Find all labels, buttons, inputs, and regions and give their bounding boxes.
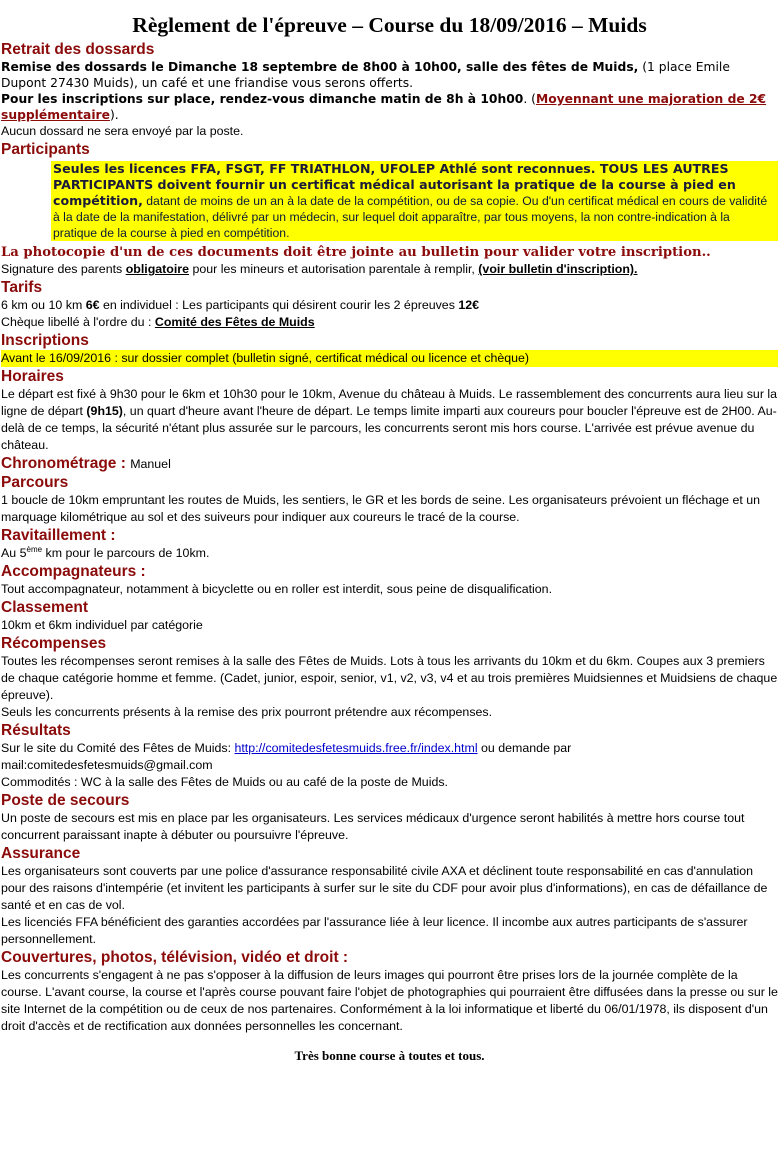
signature-pre: Signature des parents bbox=[1, 262, 126, 276]
chrono-value: Manuel bbox=[130, 457, 171, 471]
tarifs-line2 bbox=[1, 314, 778, 331]
tarifs-price-double: 12€ bbox=[458, 298, 480, 312]
tarifs-line2-pre: Chèque libellé à l'ordre du : bbox=[1, 315, 155, 329]
heading-secours: Poste de secours bbox=[1, 792, 130, 809]
heading-chrono: Chronométrage : bbox=[1, 455, 131, 472]
horaires-text bbox=[1, 386, 778, 454]
heading-classement: Classement bbox=[1, 599, 89, 616]
ravito-text bbox=[1, 545, 778, 562]
horaires-text-a: Le départ est fixé à 9h30 pour le 6km et 10h30 pour le 10km, Avenue du château à Muids. Le rassemblement des concurrents aura lieu sur la ligne de départ bbox=[1, 387, 778, 418]
resultats-post: ou demande par bbox=[477, 741, 572, 755]
retrait-majoration: Moyennant une majoration de 2€ supplémentaire bbox=[1, 92, 767, 122]
signature-mid: pour les mineurs et autorisation parentale à remplir, bbox=[189, 262, 479, 276]
page-title: Règlement de l'épreuve – Course du 18/09/2016 – Muids bbox=[132, 13, 647, 37]
recompenses-text2: Seuls les concurrents présents à la remise des prix pourront prétendre aux récompenses. bbox=[1, 705, 493, 719]
inscriptions-text: Avant le 16/09/2016 : sur dossier complet (bulletin signé, certificat médical ou licence et chèque) bbox=[1, 350, 778, 367]
closing-message: Très bonne course à toutes et tous. bbox=[294, 1048, 485, 1063]
retrait-line3: Aucun dossard ne sera envoyé par la poste. bbox=[1, 124, 244, 138]
signature-obligatoire: obligatoire bbox=[125, 262, 190, 276]
tarifs-comite: Comité des Fêtes de Muids bbox=[154, 315, 315, 329]
heading-inscriptions: Inscriptions bbox=[1, 332, 89, 349]
assurance-text1: Les organisateurs sont couverts par une police d'assurance responsabilité civile AXA et déclinent toute responsabilité en cas d'annulation pour des raisons d'intempérie (et invitent les participants à surfer sur le site du CDF pour avoir plus d'informations), en cas de défaillance de santé et en cas de vol. bbox=[1, 864, 768, 912]
resultats-line bbox=[1, 740, 778, 757]
heading-tarifs: Tarifs bbox=[1, 279, 43, 296]
participants-box-small: datant de moins de un an à la date de la compétition, ou de sa copie. Ou d'un certificat médical en cours de validité à la date de la manifestation, délivré par un médecin, sur lequel doit apparaître, par tous moyens, la non contre-indication à la pratique de la course à pied en compétition. bbox=[53, 194, 768, 240]
ravito-text-a: Au 5 bbox=[1, 546, 27, 560]
retrait-line2-pre: . ( bbox=[523, 92, 536, 106]
participants-box-bold: Seules les licences FFA, FSGT, FF TRIATHLON, UFOLEP Athlé sont reconnues. TOUS LES AUTRES PARTICIPANTS doivent fournir un certificat médical autorisant la pratique de la course à pied en compétition, bbox=[53, 161, 736, 208]
heading-ravitaillement: Ravitaillement : bbox=[1, 527, 116, 544]
retrait-line1-rest: (1 place Emile Dupont 27430 Muids), un café et une friandise vous serons offerts. bbox=[1, 60, 730, 90]
accomp-text: Tout accompagnateur, notamment à bicyclette ou en roller est interdit, sous peine de disqualification. bbox=[1, 582, 553, 596]
heading-parcours: Parcours bbox=[1, 474, 69, 491]
recompenses-text1: Toutes les récompenses seront remises à la salle des Fêtes de Muids. Lots à tous les arrivants du 10km et du 6km. Coupes aux 3 premiers de chaque catégorie homme et femme. (Cadet, junior, espoir, senior, v1, v2, v3, v4 et au trois premières Muidsiennes et Muidsiens de chaque épreuve). bbox=[1, 654, 778, 702]
parcours-text: 1 boucle de 10km empruntant les routes de Muids, les sentiers, le GR et les bords de seine. Les organisateurs prévoient un fléchage et un marquage kilométrique au sol et des suiveurs pour indiquer aux coureurs le tracé de la course. bbox=[1, 493, 761, 524]
horaires-text-c: , un quart d'heure avant l'heure de départ. Le temps limite imparti aux coureurs pour boucler l'épreuve est de 2H00. Au-delà de ce temps, la sécurité n'étant plus assurée sur le parcours, les concurrents seront mis hors course. L'arrivée est prévue avenue du château. bbox=[1, 404, 777, 452]
retrait-line2-post: ). bbox=[109, 108, 119, 122]
resultats-pre: Sur le site du Comité des Fêtes de Muids: bbox=[1, 741, 235, 755]
tarifs-line1-a: 6 km ou 10 km bbox=[1, 298, 86, 312]
assurance-text2: Les licenciés FFA bénéficient des garanties accordées par l'assurance liée à leur licence. Il incombe aux autres participants de s'assurer personnellement. bbox=[1, 915, 748, 946]
resultats-mail: mail:comitedesfetesmuids@gmail.com bbox=[1, 758, 213, 772]
heading-horaires: Horaires bbox=[1, 368, 64, 385]
heading-resultats: Résultats bbox=[1, 722, 71, 739]
participants-signature bbox=[1, 261, 778, 278]
heading-recompenses: Récompenses bbox=[1, 635, 107, 652]
secours-text: Un poste de secours est mis en place par les organisateurs. Les services médicaux d'urgence seront habilités à mettre hors course tout concurrent paraissant inapte à débuter ou poursuivre l'épreuve. bbox=[1, 811, 745, 842]
chrono-line bbox=[1, 454, 778, 473]
participants-highlight-box bbox=[51, 161, 778, 241]
couvertures-text: Les concurrents s'engagent à ne pas s'opposer à la diffusion de leurs images qui pourront être prises lors de la journée complète de la course. L'avant course, la course et l'après course pouvant faire l'objet de photographies qui pourraient être diffusées dans la presse ou sur le site Internet de la compétition ou de ceux de nos partenaires. Conformément à la loi informatique et liberté du 06/01/1978, ils disposent d'un droit d'accès et de rectification aux données personnelles les concernant. bbox=[1, 968, 778, 1033]
heading-assurance: Assurance bbox=[1, 845, 81, 862]
tarifs-line1 bbox=[1, 297, 778, 314]
ravito-text-b: km pour le parcours de 10km. bbox=[42, 546, 210, 560]
heading-accompagnateurs: Accompagnateurs : bbox=[1, 563, 146, 580]
retrait-line1 bbox=[1, 59, 778, 91]
classement-text: 10km et 6km individuel par catégorie bbox=[1, 618, 203, 632]
retrait-line2 bbox=[1, 91, 778, 123]
heading-retrait: Retrait des dossards bbox=[1, 41, 155, 58]
resultats-commodites: Commodités : WC à la salle des Fêtes de Muids ou au café de la poste de Muids. bbox=[1, 775, 448, 789]
participants-photocopie: La photocopie d'un de ces documents doit être jointe au bulletin pour valider votre inscription.. bbox=[1, 245, 711, 260]
heading-participants: Participants bbox=[1, 141, 90, 158]
ravito-sup: ème bbox=[26, 544, 43, 554]
resultats-site-link[interactable]: http://comitedesfetesmuids.free.fr/index.html bbox=[234, 741, 478, 755]
tarifs-price-single: 6€ bbox=[85, 298, 100, 312]
horaires-rassemblement-time: (9h15) bbox=[86, 404, 123, 418]
heading-couvertures: Couvertures, photos, télévision, vidéo et droit : bbox=[1, 949, 349, 966]
retrait-line2-bold: Pour les inscriptions sur place, rendez-vous dimanche matin de 8h à 10h00 bbox=[1, 92, 524, 106]
retrait-line1-bold: Remise des dossards le Dimanche 18 septembre de 8h00 à 10h00, salle des fêtes de Muids, bbox=[1, 60, 639, 74]
tarifs-line1-c: en individuel : Les participants qui désirent courir les 2 épreuves bbox=[99, 298, 459, 312]
signature-voir-bulletin-link[interactable]: (voir bulletin d'inscription). bbox=[478, 262, 638, 276]
